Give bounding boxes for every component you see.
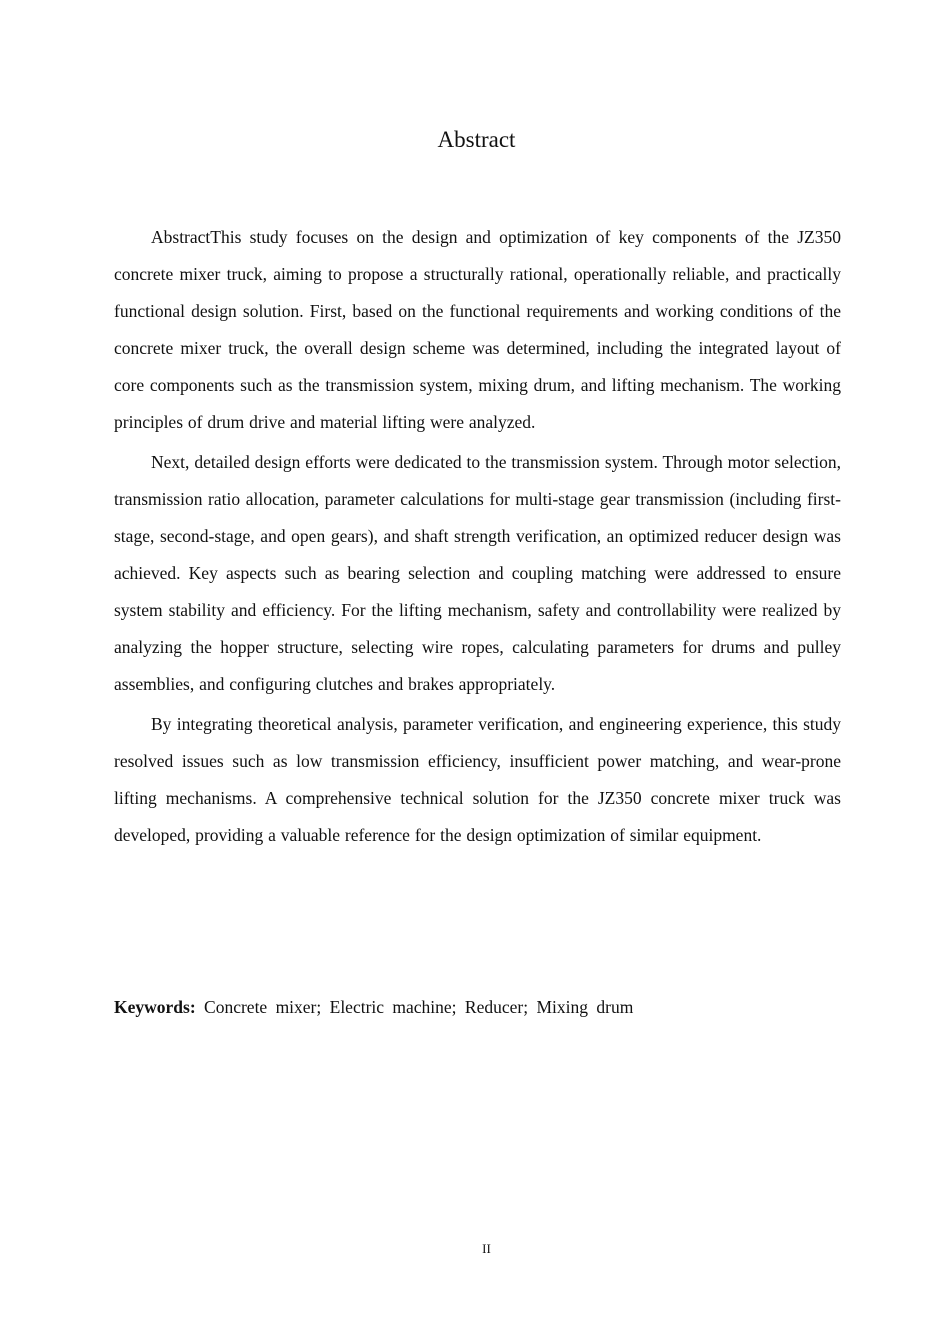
keywords-label: Keywords: <box>114 997 196 1017</box>
abstract-paragraph-2: Next, detailed design efforts were dedicated to the transmission system. Through motor selection, transmission ratio allocation, parameter calculations for multi-stage gear transmission (including first-stage, second-stage, and open gears), and shaft strength verification, an optimized reducer design was achieved. Key aspects such as bearing selection and coupling matching were addressed to ensure system stability and efficiency. For the lifting mechanism, safety and controllability were realized by analyzing the hopper structure, selecting wire ropes, calculating parameters for drums and pulley assemblies, and configuring clutches and brakes appropriately. <box>114 452 841 694</box>
keywords-list: Concrete mixer; Electric machine; Reducer; Mixing drum <box>204 997 634 1017</box>
page-title: Abstract <box>437 127 516 152</box>
abstract-body <box>114 219 841 857</box>
abstract-paragraph-3: By integrating theoretical analysis, parameter verification, and engineering experience, this study resolved issues such as low transmission efficiency, insufficient power matching, and wear-prone lifting mechanisms. A comprehensive technical solution for the JZ350 concrete mixer truck was developed, providing a valuable reference for the design optimization of similar equipment. <box>114 714 841 845</box>
page-number: II <box>482 1241 491 1256</box>
abstract-paragraph-1: AbstractThis study focuses on the design and optimization of key components of the JZ350 concrete mixer truck, aiming to propose a structurally rational, operationally reliable, and practically functional design solution. First, based on the functional requirements and working conditions of the concrete mixer truck, the overall design scheme was determined, including the integrated layout of core components such as the transmission system, mixing drum, and lifting mechanism. The working principles of drum drive and material lifting were analyzed. <box>114 227 841 432</box>
keywords-line <box>114 993 841 1021</box>
